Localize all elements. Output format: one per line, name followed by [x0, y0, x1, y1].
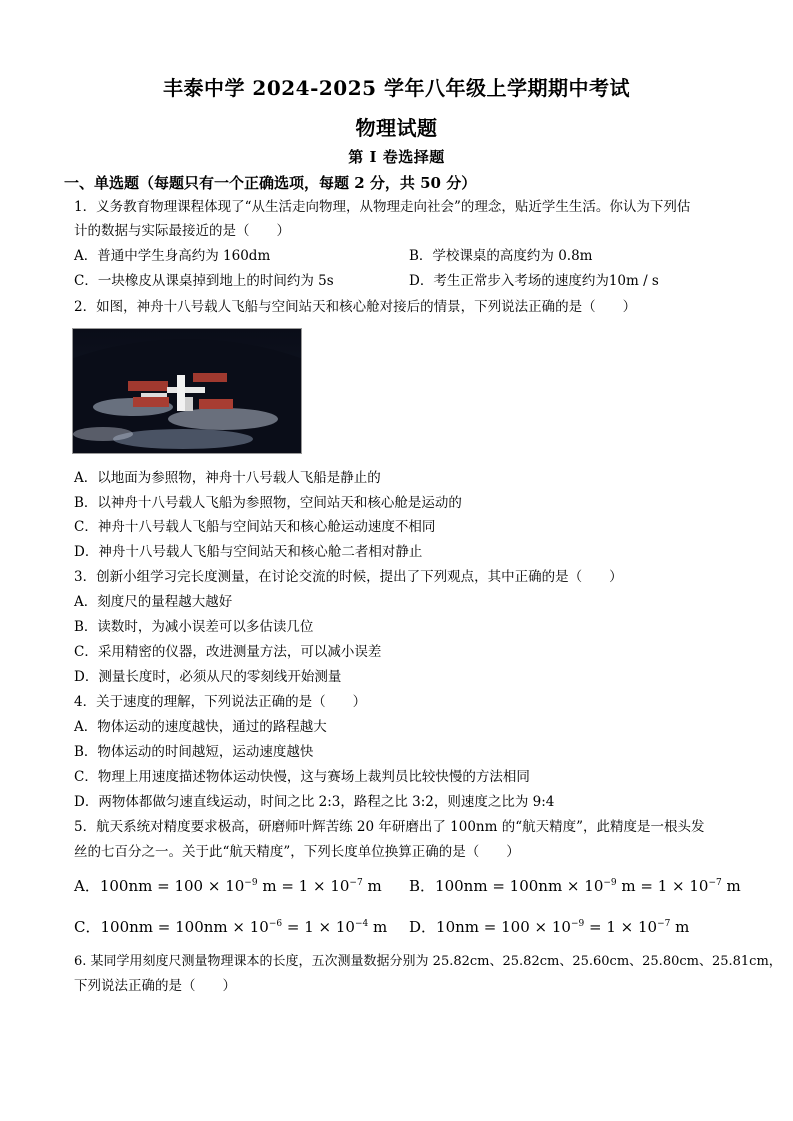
q5-option-c-unit: m [368, 918, 388, 936]
subject-title: 物理试题 [355, 116, 438, 140]
q5-option-b-unit: m [721, 877, 741, 895]
q6-stem-line2: 下列说法正确的是（ ） [74, 978, 236, 994]
q3-option-c: C．采用精密的仪器，改进测量方法，可以减小误差 [74, 644, 382, 660]
q2-option-c: C．神舟十八号载人飞船与空间站天和核心舱运动速度不相同 [74, 519, 436, 535]
q5-option-a-exp1: −9 [244, 878, 258, 888]
q5-option-a-expr1: 100nm = 100 × 10 [99, 877, 245, 895]
q1-option-c: C．一块橡皮从课桌掉到地上的时间约为 5s [74, 273, 334, 289]
q5-stem-line2: 丝的七百分之一。关于此“航天精度”，下列长度单位换算正确的是（ ） [74, 844, 520, 860]
q5-option-d-unit: m [670, 918, 690, 936]
q1-stem-line2: 计的数据与实际最接近的是（ ） [74, 223, 290, 239]
q6-stem-line1: 6. 某同学用刻度尺测量物理课本的长度，五次测量数据分别为 25.82cm、25.82cm、25.60cm、25.80cm、25.81cm， [74, 954, 782, 969]
q4-option-b: B．物体运动的时间越短，运动速度越快 [74, 744, 314, 760]
q5-option-b [409, 877, 741, 895]
q3-option-a: A．刻度尺的量程越大越好 [74, 594, 233, 610]
q5-option-d-expr1: 10nm = 100 × 10 [436, 918, 571, 936]
q1-stem-line1: 1．义务教育物理课程体现了“从生活走向物理，从物理走向社会”的理念，贴近学生生活。你认为下列估 [74, 199, 691, 215]
q2-option-b: B．以神舟十八号载人飞船为参照物，空间站天和核心舱是运动的 [74, 495, 462, 511]
exam-title: 丰泰中学 2024-2025 学年八年级上学期期中考试 [162, 76, 631, 100]
part-title: 第 I 卷选择题 [348, 148, 445, 166]
section-heading: 一、单选题（每题只有一个正确选项，每题 2 分，共 50 分） [64, 174, 477, 192]
q3-stem: 3．创新小组学习完长度测量，在讨论交流的时候，提出了下列观点，其中正确的是（ ） [74, 569, 623, 585]
q3-option-b: B．读数时，为减小误差可以多估读几位 [74, 619, 314, 635]
q3-option-d: D．测量长度时，必须从尺的零刻线开始测量 [74, 669, 342, 685]
q5-option-d [409, 918, 689, 936]
q5-option-d-exp2: −7 [657, 919, 671, 929]
q2-option-d: D．神舟十八号载人飞船与空间站天和核心舱二者相对静止 [74, 544, 423, 560]
q5-option-d-exp1: −9 [570, 919, 585, 929]
space-station-image [73, 329, 301, 453]
q2-stem: 2．如图，神舟十八号载人飞船与空间站天和核心舱对接后的情景，下列说法正确的是（ ） [74, 299, 637, 315]
q5-option-a [74, 877, 382, 895]
q5-option-b-exp1: −9 [603, 878, 617, 888]
q5-option-c-exp2: −4 [354, 919, 369, 929]
q5-option-b-expr2: m = 1 × 10 [616, 877, 709, 895]
q5-option-c-expr1: 100nm = 100nm × 10 [100, 918, 269, 936]
q5-option-c-exp1: −6 [268, 919, 283, 929]
q5-option-c-expr2: = 1 × 10 [282, 918, 355, 936]
q4-option-d: D．两物体都做匀速直线运动，时间之比 2:3，路程之比 3:2，则速度之比为 9:4 [74, 794, 555, 810]
q5-option-c-label: C． [74, 918, 101, 936]
q5-option-d-expr2: = 1 × 10 [584, 918, 658, 936]
q5-option-c [74, 918, 387, 936]
q5-option-d-label: D． [409, 918, 437, 936]
q1-option-a: A．普通中学生身高约为 160dm [74, 248, 271, 264]
q5-option-a-expr2: m = 1 × 10 [257, 877, 350, 895]
q4-stem: 4．关于速度的理解，下列说法正确的是（ ） [74, 694, 367, 710]
q4-option-c: C．物理上用速度描述物体运动快慢，这与赛场上裁判员比较快慢的方法相同 [74, 769, 530, 785]
q5-option-a-exp2: −7 [349, 878, 363, 888]
q1-option-b: B．学校课桌的高度约为 0.8m [409, 248, 593, 264]
q5-option-b-exp2: −7 [708, 878, 722, 888]
q5-option-b-label: B． [409, 877, 436, 895]
q5-option-a-label: A． [74, 877, 100, 895]
q1-option-d: D．考生正常步入考场的速度约为10m / s [409, 273, 659, 289]
q4-option-a: A．物体运动的速度越快，通过的路程越大 [74, 719, 327, 735]
q2-option-a: A．以地面为参照物，神舟十八号载人飞船是静止的 [74, 470, 381, 486]
q5-stem-line1: 5．航天系统对精度要求极高，研磨师叶辉苦练 20 年研磨出了 100nm 的“航天精度”，此精度是一根头发 [74, 819, 705, 835]
q5-option-b-expr1: 100nm = 100nm × 10 [435, 877, 604, 895]
q5-option-a-unit: m [362, 877, 382, 895]
space-station-photo [72, 328, 302, 454]
